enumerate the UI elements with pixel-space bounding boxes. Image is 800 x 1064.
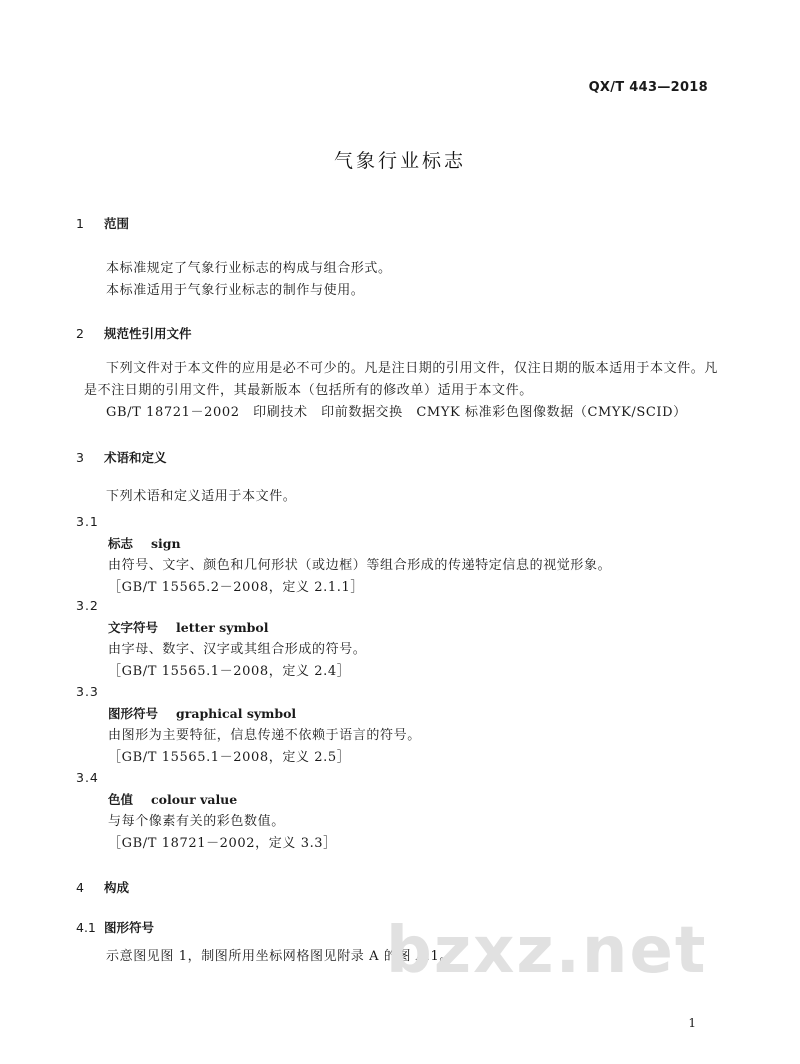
section-heading-3 (76, 448, 167, 466)
term-name-zh: 色值 (108, 792, 134, 807)
section-heading-2 (76, 324, 192, 342)
term-source: ［GB/T 15565.1－2008，定义 2.5］ (108, 750, 351, 765)
term-name-zh: 标志 (108, 536, 134, 551)
term-number: 3.2 (76, 598, 99, 613)
term-name (108, 704, 296, 722)
section-heading-1 (76, 214, 129, 232)
paragraph: 本标准规定了气象行业标志的构成与组合形式。 (106, 261, 392, 276)
page-number: 1 (688, 1016, 696, 1030)
section-number: 3 (76, 450, 84, 465)
term-name-en: colour value (151, 792, 238, 807)
term-name-zh: 图形符号 (108, 706, 159, 721)
paragraph: 示意图见图 1，制图所用坐标网格图见附录 A 的图 A.1。 (106, 949, 453, 964)
term-source: ［GB/T 15565.1－2008，定义 2.4］ (108, 664, 351, 679)
term-number: 3.4 (76, 770, 99, 785)
term-name-en: sign (151, 536, 181, 551)
section-heading-4-1 (76, 918, 154, 936)
section-title: 构成 (104, 880, 130, 895)
normative-reference: GB/T 18721－2002 印刷技术 印前数据交换 CMYK 标准彩色图像数据（CMYK/SCID） (106, 405, 687, 420)
section-heading-4 (76, 878, 129, 896)
term-name (108, 618, 269, 636)
term-definition: 由符号、文字、颜色和几何形状（或边框）等组合形成的传递特定信息的视觉形象。 (108, 558, 612, 573)
standard-number: QX/T 443—2018 (588, 80, 708, 95)
paragraph: 下列术语和定义适用于本文件。 (106, 489, 297, 504)
term-source: ［GB/T 15565.2－2008，定义 2.1.1］ (108, 580, 364, 595)
term-name-en: letter symbol (176, 620, 269, 635)
section-number: 4 (76, 880, 84, 895)
paragraph: 下列文件对于本文件的应用是必不可少的。凡是注日期的引用文件，仅注日期的版本适用于本文件。凡是不注日期的引用文件，其最新版本（包括所有的修改单）适用于本文件。 (84, 361, 719, 398)
section-number: 4.1 (76, 920, 96, 935)
section-title: 术语和定义 (104, 450, 167, 465)
term-name-zh: 文字符号 (108, 620, 159, 635)
term-name (108, 534, 181, 552)
paragraph: 本标准适用于气象行业标志的制作与使用。 (106, 283, 365, 298)
term-number: 3.1 (76, 514, 99, 529)
section-title: 图形符号 (104, 920, 155, 935)
term-number: 3.3 (76, 684, 99, 699)
page-title: 气象行业标志 (333, 150, 466, 172)
section-number: 1 (76, 216, 84, 231)
term-source: ［GB/T 18721－2002，定义 3.3］ (108, 836, 337, 851)
term-name (108, 790, 237, 808)
term-definition: 由字母、数字、汉字或其组合形成的符号。 (108, 642, 367, 657)
term-definition: 与每个像素有关的彩色数值。 (108, 814, 285, 829)
section-title: 范围 (104, 216, 130, 231)
section-number: 2 (76, 326, 84, 341)
section-title: 规范性引用文件 (104, 326, 192, 341)
watermark: bzxz.net (386, 914, 708, 988)
term-definition: 由图形为主要特征，信息传递不依赖于语言的符号。 (108, 728, 421, 743)
term-name-en: graphical symbol (176, 706, 297, 721)
